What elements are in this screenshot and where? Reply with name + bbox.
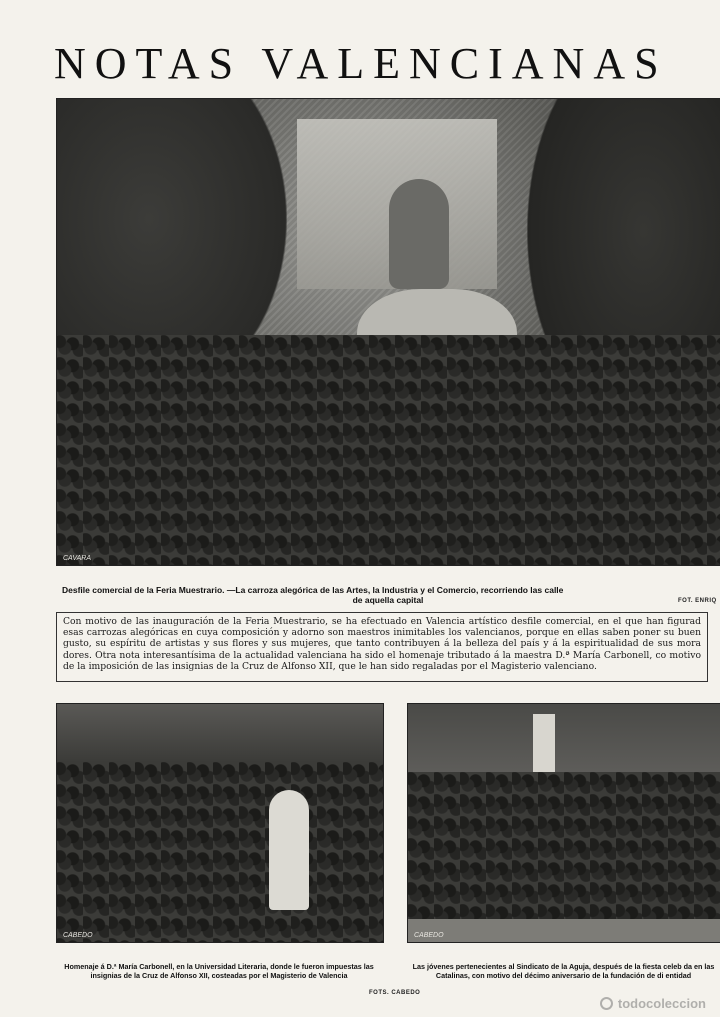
parade-float-photo [56, 98, 720, 566]
photographer-mark: CAVARA [63, 555, 92, 562]
site-watermark [600, 996, 706, 1011]
sindicato-photo [407, 703, 720, 943]
photos-credit: FOTS. CABEDO [369, 990, 421, 996]
page-headline: NOTAS VALENCIANAS [54, 39, 668, 88]
sindicato-photo-caption: Las jóvenes pertenecientes al Sindicato de la Aguja, después de la fiesta celeb da en las Catalinas, con motivo del décimo aniversario de la fundación de di entidad [412, 962, 715, 980]
photographer-mark: CABEDO [414, 932, 444, 939]
homage-photo-caption: Homenaje á D.ª María Carbonell, en la Universidad Literaria, donde le fueron impuestas las insignias de la Cruz de Alfonso XII, costeadas por el Magisterio de Valencia [64, 962, 374, 980]
article-text: Con motivo de las inauguración de la Feria Muestrario, se ha efectuado en Valencia artístico desfile comercial, en el que han figurad esas carrozas alegóricas en cuya composición y adorno son maestros inimitables los valencianos, porque en ellas saben poner su buen gusto, su espíritu de artistas y sus flores y sus mujeres, que tanto contribuyen á la belleza del país y á la espiritualidad de sus mora dores. Otra nota interesantísima de la actualidad valenciana ha sido el homenaje tributado á la maestra D.ª María Carbonell, co motivo de la imposición de las insignias de la Cruz de Alfonso XII, que le han sido regaladas por el Magisterio valenciano. [56, 612, 708, 682]
photographer-mark: CABEDO [63, 932, 93, 939]
watermark-text: todocoleccion [617, 996, 706, 1011]
watermark-logo-icon [600, 997, 613, 1010]
main-photo-caption-line1: Desfile comercial de la Feria Muestrario. —La carroza alegórica de las Artes, la Industria y el Comercio, recorriendo las calle [62, 585, 564, 595]
homage-photo [56, 703, 384, 943]
main-photo-credit: FOT. ENRIQ [678, 598, 717, 604]
main-photo-caption-line2: de aquella capital [352, 595, 424, 605]
